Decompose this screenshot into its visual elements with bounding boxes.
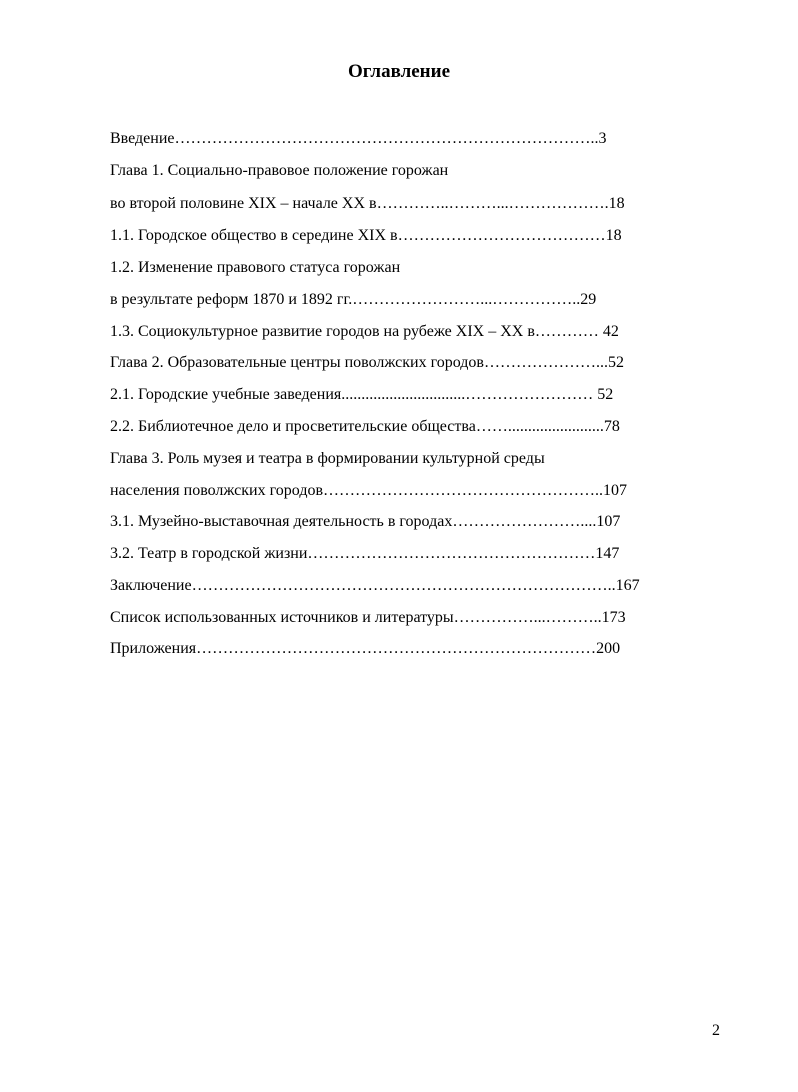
toc-entry-sources: Список использованных источников и литературы……………...………..173 (110, 609, 626, 626)
toc-entry-chapter-1-line-2: во второй половине XIX – начале XX в…………..………...……………….18 (110, 195, 625, 212)
page-title: Оглавление (347, 61, 451, 82)
toc-entry-2-2: 2.2. Библиотечное дело и просветительские общества……........................78 (110, 418, 620, 435)
toc-entry-1-3: 1.3. Социокультурное развитие городов на рубеже XIX – XX в………… 42 (110, 323, 619, 340)
toc-entry-2-1: 2.1. Городские учебные заведения...............................…………………… 52 (110, 386, 614, 403)
page-number: 2 (712, 1022, 720, 1039)
toc-entry-3-2: 3.2. Театр в городской жизни………………………………………………147 (110, 545, 620, 562)
toc-entry-1-2-line-2: в результате реформ 1870 и 1892 гг.……………………...……………..29 (110, 291, 597, 308)
toc-entry-chapter-1-line-1: Глава 1. Социально-правовое положение горожан (110, 162, 449, 179)
toc-entry-1-1: 1.1. Городское общество в середине XIX в…………………………………18 (110, 227, 622, 244)
toc-entry-chapter-2: Глава 2. Образовательные центры поволжских городов…………………...52 (110, 354, 624, 371)
toc-entry-appendices: Приложения…………………………………………………………………200 (110, 640, 621, 657)
toc-entry-1-2-line-1: 1.2. Изменение правового статуса горожан (110, 259, 401, 276)
toc-entry-introduction: Введение……………………………………………………………………..3 (110, 130, 607, 147)
toc-entry-3-1: 3.1. Музейно-выставочная деятельность в городах……………………....107 (110, 513, 621, 530)
toc-entry-chapter-3-line-1: Глава 3. Роль музея и театра в формировании культурной среды (110, 450, 545, 467)
toc-entry-conclusion: Заключение……………………………………………………………………..167 (110, 577, 640, 594)
toc-entry-chapter-3-line-2: населения поволжских городов……………………………………………..107 (110, 482, 628, 499)
